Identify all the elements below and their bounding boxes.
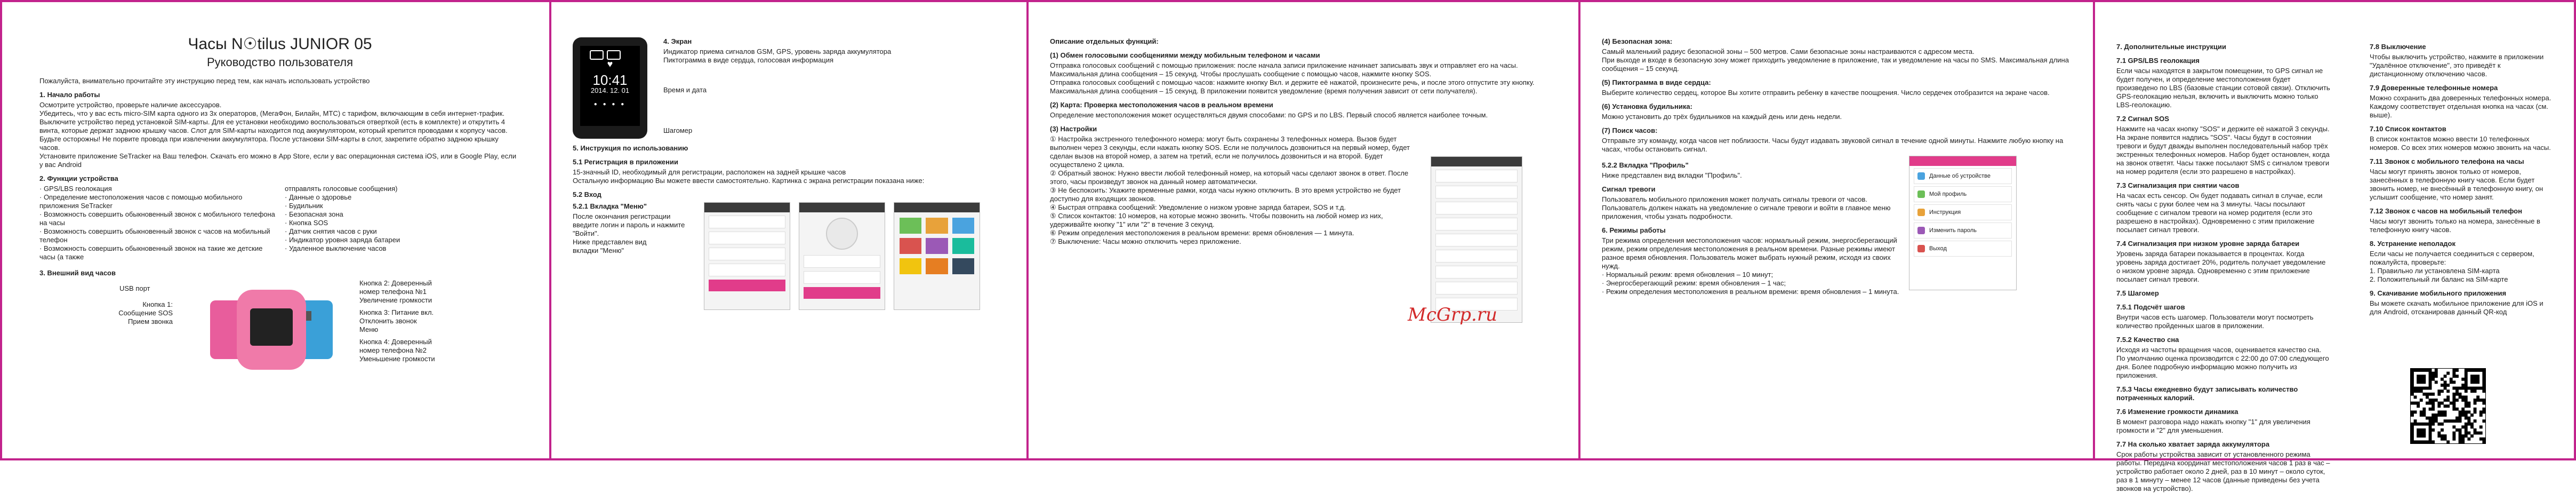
heart-icon: ♥ <box>607 59 613 69</box>
section-text-8: Если часы не получается соединиться с сервером, пожалуйста, проверьте: 1. Правильно ли установлена SIM-карта 2. Положительный ли баланс на SIM-карте <box>2370 250 2534 283</box>
section-text-7-3: На часах есть сенсор. Он будет подавать сигнал в случае, если снять часы с руки более чем на 3 минуты. Часы посылают сообщение с сигналом тревоги на номер родителя (если это разрешено в настройках). Одновременно с этим приложение посылает сигнал тревоги. <box>2116 192 2323 234</box>
section-title-3: 3. Внешний вид часов <box>39 269 116 277</box>
callout-button-3: Кнопка 3: Питание вкл. Отклонить звонок Меню <box>359 308 434 333</box>
profile-item: Мой профиль <box>1929 191 1967 197</box>
section-title-5-1: 5.1 Регистрация в приложении <box>573 158 678 166</box>
section-title-4: 4. Экран <box>663 37 692 45</box>
column-3 <box>1032 0 1576 460</box>
function-title-3: (3) Настройки <box>1050 125 1097 133</box>
section-title-7-1: 7.1 GPS/LBS геолокация <box>2116 57 2200 65</box>
menu-section <box>573 202 1006 310</box>
section-text-7-12: Часы могут звонить только на номера, занесённые в телефонную книгу часов. <box>2370 217 2540 234</box>
column-1 <box>21 0 539 460</box>
function-text-4: Самый маленький радиус безопасной зоны – 500 метров. Сами безопасные зоны настраиваются с адресом места. При выходе и входе в безопасную зону может приходить уведомление в приложение, так и уведомление на часы по SMS. Максимальная длина сообщения – 15 секунд. <box>1602 47 2069 73</box>
column-divider-4 <box>2093 0 2095 460</box>
section-title-7-11: 7.11 Звонок с мобильного телефона на часы <box>2370 157 2524 165</box>
watch-button-side <box>306 311 311 321</box>
intro-text: Пожалуйста, внимательно прочитайте эту инструкцию перед тем, как начать использовать устройство <box>39 77 370 85</box>
section-text-7-1: Если часы находятся в закрытом помещении, то GPS сигнал не будет получен, и определение местоположения будет произведено по LBS (базовые станции сотовой связи). Отключить GPS-геолокацию нельзя, включить и выключить можно только LBS-геолокацию. <box>2116 67 2330 109</box>
column-divider-1 <box>549 0 551 460</box>
qr-code-icon <box>2410 368 2486 444</box>
profile-item: Данные об устройстве <box>1929 173 1991 179</box>
function-title-6: (6) Установка будильника: <box>1602 102 1692 110</box>
watch-display <box>250 308 293 346</box>
section-text-9: Вы можете скачать мобильное приложение для iOS и для Android, отсканировав данный QR-код <box>2370 299 2543 316</box>
watch-screen-illustration <box>573 37 647 139</box>
section-title-7-6: 7.6 Изменение громкости динамика <box>2116 408 2238 416</box>
section-title-7-12: 7.12 Звонок с часов на мобильный телефон <box>2370 207 2522 215</box>
section-text-4: Индикатор приема сигналов GSM, GPS, уровень заряда аккумулятора Пиктограмма в виде сердца, голосовая информация <box>663 47 892 64</box>
screenshot-register <box>704 202 790 310</box>
functions-right: отправлять голосовые сообщения) · Данные о здоровье · Будильник · Безопасная зона · Кнопка SOS · Датчик снятия часов с руки · Индикатор уровня заряда батареи · Удаленное выключение часов <box>285 185 400 252</box>
section-text-5-2-2: Ниже представлен вид вкладки "Профиль". <box>1602 171 1742 179</box>
watch-diagram <box>39 279 520 386</box>
section-title-7-7: 7.7 На сколько хватает заряда аккумулятора <box>2116 440 2270 448</box>
section-title-8: 8. Устранение неполадок <box>2370 240 2455 248</box>
section-title-7-4: 7.4 Сигнализация при низком уровне заряда батареи <box>2116 240 2300 248</box>
section-text-7-9: Можно сохранить два доверенных телефонных номера. Каждому соответствует отдельная кнопка на часах (см. выше). <box>2370 94 2551 119</box>
page-border-left <box>0 0 2 460</box>
column-5 <box>2098 0 2349 492</box>
section-text-7-6: В момент разговора надо нажать кнопку "1" для увеличения громкости и "2" для уменьшения. <box>2116 418 2310 434</box>
function-text-5: Выберите количество сердец, которое Вы хотите отправить ребенку в качестве поощрения. Число сердечек отобразится на экране часов. <box>1602 89 2050 97</box>
function-title-1: (1) Обмен голосовыми сообщениями между мобильным телефоном и часами <box>1050 51 1320 59</box>
function-text-1: Отправка голосовых сообщений с помощью приложения: после начала записи приложение начинает записывать звук и отправляет его на часы. Максимальная длина сообщения – 15 секунд. Чтобы прослушать сообщение с помощью часов, нажмите кнопку SOS. Отправка голосовых сообщений с помощью часов: нажмите кнопку Вкл. и держите её нажатой, произнесите речь, и после этого отпустите эту кнопку. Максимальная длина сообщения – 15 секунд. В приложении появится уведомление (время получения зависит от сети получателя). <box>1050 61 1535 95</box>
section-text-7-10: В список контактов можно ввести 10 телефонных номеров. Со всех этих номеров можно звонить на часы. <box>2370 135 2551 152</box>
section-text-5-1: 15-значный ID, необходимый для регистрации, расположен на задней крышке часов Остальную информацию Вы можете ввести самостоятельно. Картинка с экрана регистрации показана ниже: <box>573 168 925 185</box>
callout-button-4: Кнопка 4: Доверенный номер телефона №2 Уменьшение громкости <box>359 338 435 363</box>
function-title-2: (2) Карта: Проверка местоположения часов в реальном времени <box>1050 101 1273 109</box>
section-title-5: 5. Инструкция по использованию <box>573 144 688 152</box>
section-title-7: 7. Дополнительные инструкции <box>2116 43 2226 51</box>
function-text-7: Отправьте эту команду, когда часов нет поблизости. Часы будут издавать звуковой сигнал в течение одной минуты. Нажмите любую кнопку на часах, чтобы остановить сигнал. <box>1602 137 2064 153</box>
section-title-6: 6. Режимы работы <box>1602 226 1666 234</box>
column-4 <box>1584 0 2090 460</box>
section-title-9: 9. Скачивание мобильного приложения <box>2370 289 2507 297</box>
function-text-3: ① Настройка экстренного телефонного номера: могут быть сохранены 3 телефонных номера. Вызов будет выполнен через 3 секунды, если нажать кнопку SOS. Если не получилось дозвониться на первый номер, будет сделан вызов на второй номер, а затем на третий, если не получилось дозвониться и на второй. Будет осуществлено 2 цикла. ② Обратный звонок: Нужно ввести любой телефонный номер, на который часы сделают звонок в ответ. После этого, часы произведут звонок на данный номер автоматически. ③ Не беспокоить: Укажите временные рамки, когда часы нужно отключить. В это время устройство не будет доступно для входящих звонков. ④ Быстрая отправка сообщений: Уведомление о низком уровне заряда батареи, SOS и т.д. ⑤ Список контактов: 10 номеров, на которые можно звонить. Чтобы позвонить на любой номер из них, удерживайте кнопку "1" или "2" в течение 3 секунд. ⑥ Режим определения местоположения в реальном времени: время обновления — 1 минута. ⑦ Выключение: Часы можно отключить через приложение. <box>1050 135 1410 245</box>
section-title-5-2-1: 5.2.1 Вкладка "Меню" <box>573 202 647 210</box>
screenshot-settings <box>1431 156 1522 323</box>
steps-icon: ● ● ● ● <box>593 101 627 107</box>
section-title-7-5-1: 7.5.1 Подсчёт шагов <box>2116 303 2185 311</box>
watch-illustration <box>199 279 343 380</box>
section-text-7-11: Часы могут принять звонок только от номеров, занесённых в телефонную книгу часов. Если будет звонить номер, не внесённый в телефонную книгу, он услышит сообщение, что номер занят. <box>2370 168 2543 201</box>
section-text-7-8: Чтобы выключить устройство, нажмите в приложении "Удалённое отключение", это приведёт к дистанционному отключению часов. <box>2370 53 2544 78</box>
section-text-7-7: Срок работы устройства зависит от установленного режима работы. Передача координат местоположения часов 1 раз в час – устройство работает около 2 дней, раз в 10 минут – около суток, раз в 1 минуту – менее 12 часов (данные приведены без учета звонков на устройство). <box>2116 450 2330 492</box>
functions-heading: Описание отдельных функций: <box>1050 37 1159 45</box>
section-text-7-5-2: Исходя из частоты вращения часов, оценивается качество сна. По умолчанию оценка производится с 22:00 до 07:00 следующего дня. Более подробную информацию можно получить из приложения. <box>2116 346 2329 379</box>
function-text-2: Определение местоположения может осуществляться двумя способами: по GPS и по LBS. Первый способ является наиболее точным. <box>1050 111 1488 119</box>
watch-time: 10:41 <box>592 72 628 88</box>
section-title-7-8: 7.8 Выключение <box>2370 43 2426 51</box>
label-pedometer: Шагомер <box>663 126 693 134</box>
profile-item: Инструкция <box>1929 209 1961 216</box>
section-title-7-2: 7.2 Сигнал SOS <box>2116 115 2169 123</box>
functions-left: · GPS/LBS геолокация · Определение местоположения часов с помощью мобильного приложения SeTracker · Возможность совершить обыкновенный звонок с мобильного телефона на часы · Возможность совершить обыкновенный звонок с часов на мобильный телефон · Возможность совершить обыкновенный звонок на такие же детские часы (а также <box>39 185 275 261</box>
callout-usb: USB порт <box>119 284 150 292</box>
watermark-text: McGrp.ru <box>1408 304 1497 325</box>
function-title-4: (4) Безопасная зона: <box>1602 37 1673 45</box>
section-title-7-5-3: 7.5.3 Часы ежедневно будут записывать количество потраченных калорий. <box>2116 385 2298 402</box>
signal-icon <box>590 50 604 60</box>
section-title-7-5: 7.5 Шагомер <box>2116 289 2159 297</box>
section-text-5-2-1: После окончания регистрации введите логин и пароль и нажмите "Войти". Ниже представлен вид вкладки "Меню" <box>573 212 685 255</box>
function-title-7: (7) Поиск часов: <box>1602 126 1658 134</box>
function-text-6: Можно установить до трёх будильников на каждый день или день недели. <box>1602 113 1842 121</box>
profile-item: Выход <box>1929 245 1947 252</box>
label-time-date: Время и дата <box>663 86 707 94</box>
function-title-5: (5) Пиктограмма в виде сердца: <box>1602 78 1711 86</box>
alarm-text: Пользователь мобильного приложения может получать сигналы тревоги от часов. Пользователь должен нажать на уведомление о сигнале тревоги и войти в главное меню приложения, чтобы узнать подробности. <box>1602 195 1891 220</box>
page-border-right <box>2574 0 2576 460</box>
page-title: Часы N☉tilus JUNIOR 05 <box>188 35 372 53</box>
alarm-title: Сигнал тревоги <box>1602 185 1656 193</box>
section-text-7-5-1: Внутри часов есть шагомер. Пользователи могут посмотреть количество пройденных шагов в приложении. <box>2116 313 2314 330</box>
section-text-1: Осмотрите устройство, проверьте наличие аксессуаров. Убедитесь, что у вас есть micro-SIM карта одного из 3х операторов, (МегаФон, Билайн, МТС) с тарифом, включающим в себя интернет-трафик. Выключите устройство перед установкой SIM-карты. Для ее установки необходимо воспользоваться отверткой (есть в комплекте) и открутить 4 винта, которые держат заднюю крышку часов. Слот для SIM-карты находится под аккумулятором, который крепится проводами к корпусу часов. Будьте осторожны! Не порвите провода при извлечении аккумулятора. После установки SIM-карты в слот, закрепите обратно заднюю крышку часов. Установите приложение SeTracker на Ваш телефон. Скачать его можно в App Store, если у вас операционная система iOS, или в Google Play, если у вас Android <box>39 101 517 169</box>
section-text-7-2: Нажмите на часах кнопку "SOS" и держите её нажатой 3 секунды. На экране появится надпись "SOS". Часы будут в состоянии тревоги и будут дважды выполнен последовательный набор трёх экстренных телефонных номеров. Набор будет остановлен, когда на звонок ответят. Часы также посылают SMS с сигналом тревоги на номер родителя (если это разрешено в настройках). <box>2116 125 2330 176</box>
screenshot-menu <box>894 202 980 310</box>
callout-button-2: Кнопка 2: Доверенный номер телефона №1 Увеличение громкости <box>359 279 432 304</box>
section-title-7-3: 7.3 Сигнализация при снятии часов <box>2116 181 2240 189</box>
section-text-6: Три режима определения местоположения часов: нормальный режим, энергосберегающий режим, режим определения местоположения в реальном времени. Разные режимы имеют разное время обновления. Пользователь может выбрать нужный режим, исходя из своих нужд. · Нормальный режим: время обновления – 10 минут; · Энергосберегающий режим: время обновления – 1 час; · Режим определения местоположения в реальном времени: время обновления – 1 минута. <box>1602 236 1899 296</box>
page-subtitle: Руководство пользователя <box>207 55 353 69</box>
section-title-7-9: 7.9 Доверенные телефонные номера <box>2370 84 2498 92</box>
screen-section <box>573 37 1006 139</box>
section-title-7-5-2: 7.5.2 Качество сна <box>2116 336 2179 344</box>
functions-list <box>39 185 520 264</box>
section-text-7-4: Уровень заряда батареи показывается в процентах. Когда уровень заряда достигает 20%, родитель получает уведомление о низком уровне заряда. Одновременно с этим приложение посылает сигнал тревоги. <box>2116 250 2326 283</box>
section-title-5-2: 5.2 Вход <box>573 190 601 198</box>
column-2 <box>555 0 1024 460</box>
profile-item: Изменить пароль <box>1929 227 1977 234</box>
watch-date: 2014. 12. 01 <box>590 86 630 94</box>
column-divider-2 <box>1026 0 1029 460</box>
section-title-7-10: 7.10 Список контактов <box>2370 125 2446 133</box>
callout-button-1: Кнопка 1: Сообщение SOS Прием звонка <box>118 300 173 325</box>
section-title-2: 2. Функции устройства <box>39 174 118 182</box>
screenshot-login <box>799 202 885 310</box>
section-title-1: 1. Начало работы <box>39 91 100 99</box>
section-title-5-2-2: 5.2.2 Вкладка "Профиль" <box>1602 161 1689 169</box>
